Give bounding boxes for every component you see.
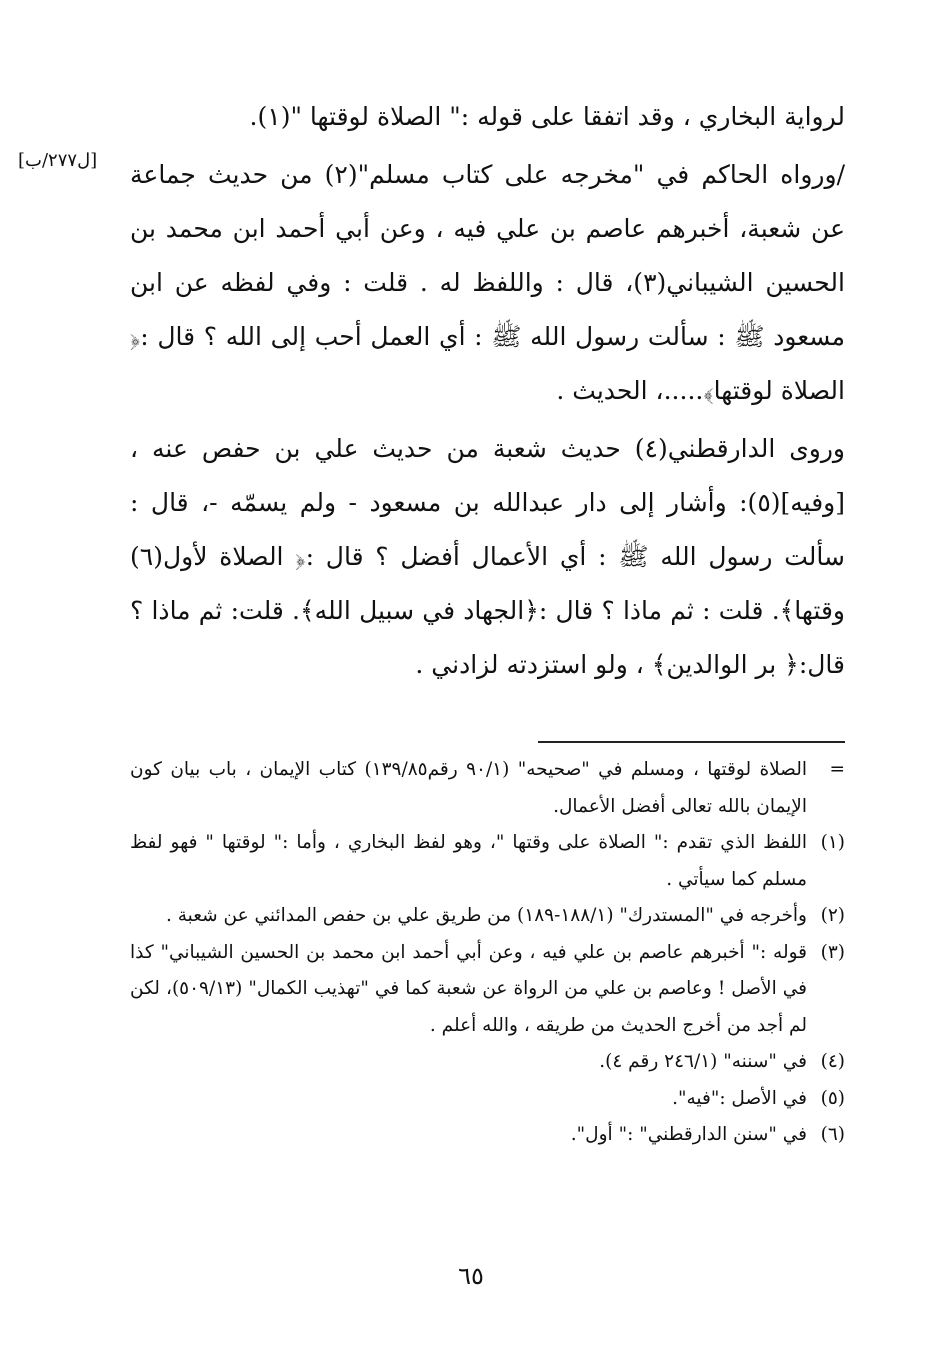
footnote-mark: (١): [820, 832, 845, 853]
footnote-5: [130, 1081, 845, 1118]
footnote-text: قوله :" أخبرهم عاصم بن علي فيه ، وعن أبي أحمد ابن محمد بن الحسين الشيباني" كذا في الأصل ! وعاصم بن علي من الرواة عن شعبة كما في "تهذيب الكمال" (٥٠٩/١٣)، لكن لم أجد من أخرج الحديث من طريقه ، والله أعلم .: [130, 941, 808, 1036]
footnote-2: [130, 898, 845, 935]
footnote-mark: (٥): [820, 1087, 845, 1109]
footnote-text: وأخرجه في "المستدرك" (١٨٨/١-١٨٩) من طريق علي بن حفص المدائني عن شعبة .: [165, 905, 807, 926]
footnote-mark: (٤): [820, 1051, 845, 1072]
footnote-continuation: [130, 752, 845, 825]
footnote-mark: =: [829, 759, 845, 780]
footnote-separator: [538, 741, 845, 743]
footnotes: [130, 752, 845, 1154]
footnote-1: [130, 825, 845, 898]
footnote-text: في "سننه" (٢٤٦/١ رقم ٤).: [599, 1051, 807, 1072]
footnote-text: اللفظ الذي تقدم :" الصلاة على وقتها "، وهو لفظ البخاري ، وأما :" لوقتها " فهو لفظ مسلم كما سيأتي .: [130, 832, 807, 890]
footnote-mark: (٣): [820, 941, 845, 963]
paragraph-1: لرواية البخاري ، وقد اتفقا على قوله :" الصلاة لوقتها "(١).: [249, 102, 845, 131]
footnote-text: في الأصل :"فيه".: [672, 1087, 807, 1109]
main-text: [130, 90, 845, 692]
paragraph-2: /ورواه الحاكم في "مخرجه على كتاب مسلم"(٢) من حديث جماعة عن شعبة، أخبرهم عاصم بن علي فيه ، وعن أبي أحمد ابن محمد بن الحسين الشيباني(٣)، قال : واللفظ له . قلت : وفي لفظه عن ابن مسعود ﷺ : سألت رسول الله ﷺ : أي العمل أحب إلى الله ؟ قال :﴿ الصلاة لوقتها﴾.....، الحديث .: [130, 160, 845, 405]
footnote-mark: (٢): [820, 905, 845, 926]
footnote-3: [130, 935, 845, 1045]
manuscript-folio-note: [ل۲۷۷/ب]: [18, 150, 98, 171]
footnote-6: [130, 1117, 845, 1154]
footnote-text: الصلاة لوقتها ، ومسلم في "صحيحه" (٩٠/١ رقم١٣٩/٨٥) كتاب الإيمان ، باب بيان كون الإيمان بالله تعالى أفضل الأعمال.: [130, 759, 807, 817]
paragraph-3: وروى الدارقطني(٤) حديث شعبة من حديث علي بن حفص عنه ، [وفيه](٥): وأشار إلى دار عبدالله بن مسعود - ولم يسمّه -، قال : سألت رسول الله ﷺ : أي الأعمال أفضل ؟ قال :﴿ الصلاة لأول(٦) وقتها﴾. قلت : ثم ماذا ؟ قال :﴿الجهاد في سبيل الله﴾. قلت: ثم ماذا ؟ قال:﴿ بر الوالدين﴾ ، ولو استزدته لزادني .: [130, 434, 846, 679]
footnote-text: في "سنن الدارقطني" :" أول".: [570, 1124, 807, 1145]
footnote-mark: (٦): [820, 1124, 845, 1145]
page-number: ٦٥: [458, 1262, 484, 1290]
footnote-4: [130, 1044, 845, 1081]
